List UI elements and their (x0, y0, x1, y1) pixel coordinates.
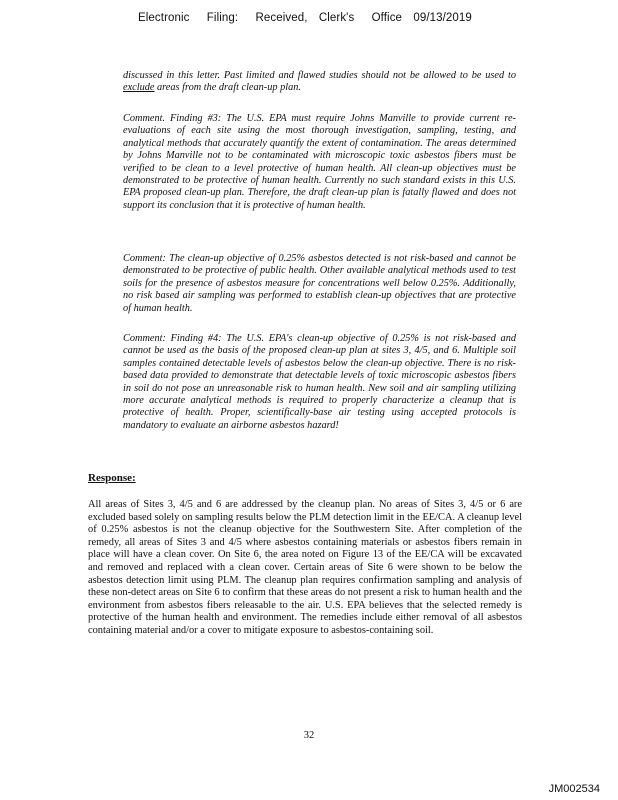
bates-number: JM002534 (548, 783, 600, 795)
comment-continuation-after: areas from the draft clean-up plan. (154, 82, 301, 94)
filing-stamp-filing: Filing: (206, 12, 239, 24)
filing-stamp-office: Office (371, 12, 403, 24)
page-number: 32 (303, 730, 315, 741)
filing-stamp-received: Received, (255, 12, 308, 24)
response-heading: Response: (88, 472, 136, 484)
comment-cleanup-objective (123, 253, 516, 315)
comment-continuation (123, 70, 516, 95)
filing-stamp-electronic: Electronic (138, 12, 190, 24)
comment-continuation-before: discussed in this letter. Past limited and flawed studies should not be allowed to be used to (123, 70, 516, 81)
response-body: All areas of Sites 3, 4/5 and 6 are addressed by the cleanup plan. No areas of Sites 3, 4/5 or 6 are excluded based solely on sampling results below the PLM detection limit in the EE/CA. A cleanup level of 0.25% asbestos is not the cleanup objective for the Southwestern Site. After completion of the remedy, all areas of Sites 3 and 4/5 where asbestos containing materials or asbestos fibers remain in place will have a clean cover. On Site 6, the area noted on Figure 13 of the EE/CA will be excavated and removed and replaced with a clean cover. Certain areas of Site 6 were shown to be below the asbestos detection limit using PLM. The cleanup plan requires confirmation sampling and analysis of these non-detect areas on Site 6 to confirm that these areas do not present a risk to human health and the environment from asbestos fibers releasable to the air. U.S. EPA believes that the selected remedy is protective of the human health and environment. The remedies include either removal of all asbestos containing material and/or a cover to mitigate exposure to asbestos-containing soil. (88, 499, 522, 636)
comment-finding-3-text: Comment. Finding #3: The U.S. EPA must require Johns Manville to provide current re- evaluations of each site using the most thorough investigation, sampling, testing, and analytical methods that accurately quantify the extent of contamination. The areas determined by Johns Manville not to be contaminated with microscopic toxic asbestos fibers must be verified to be clean to a level protective of human health. All clean-up objectives must be demonstrated to be protective of human health. Currently no such standard exists in this U.S. EPA proposed clean-up plan. Therefore, the draft clean-up plan is fatally flawed and does not support its conclusion that it is protective of human health. (123, 113, 516, 211)
filing-stamp-date: 09/13/2019 (413, 12, 472, 24)
comment-finding-4 (123, 333, 516, 432)
filing-stamp-header (138, 12, 486, 24)
comment-finding-4-text: Comment: Finding #4: The U.S. EPA's clean-up objective of 0.25% is not risk-based and cannot be used as the basis of the proposed clean-up plan at sites 3, 4/5, and 6. Multiple soil samples contained detectable levels of asbestos below the clean-up objective. There is no risk-based data provided to demonstrate that detectable levels of toxic microscopic asbestos fibers in soil do not pose an unreasonable risk to human health. New soil and air sampling utilizing more accurate analytical methods is required to properly characterize a cleanup that is protective of health. Proper, scientifically-base air testing using accepted protocols is mandatory to evaluate an airborne asbestos hazard! (123, 333, 516, 431)
comment-finding-3 (123, 113, 516, 212)
comment-cleanup-objective-text: Comment: The clean-up objective of 0.25% asbestos detected is not risk-based and cannot be demonstrated to be protective of public health. Other available analytical methods used to test soils for the presence of asbestos measure for concentrations well below 0.25%. Additionally, no risk based air sampling was performed to establish clean-up objectives that are protective of human health. (123, 253, 516, 314)
comment-continuation-text (123, 70, 516, 95)
filing-stamp-clerks: Clerk's (318, 12, 355, 24)
comment-continuation-underlined: exclude (123, 82, 155, 94)
